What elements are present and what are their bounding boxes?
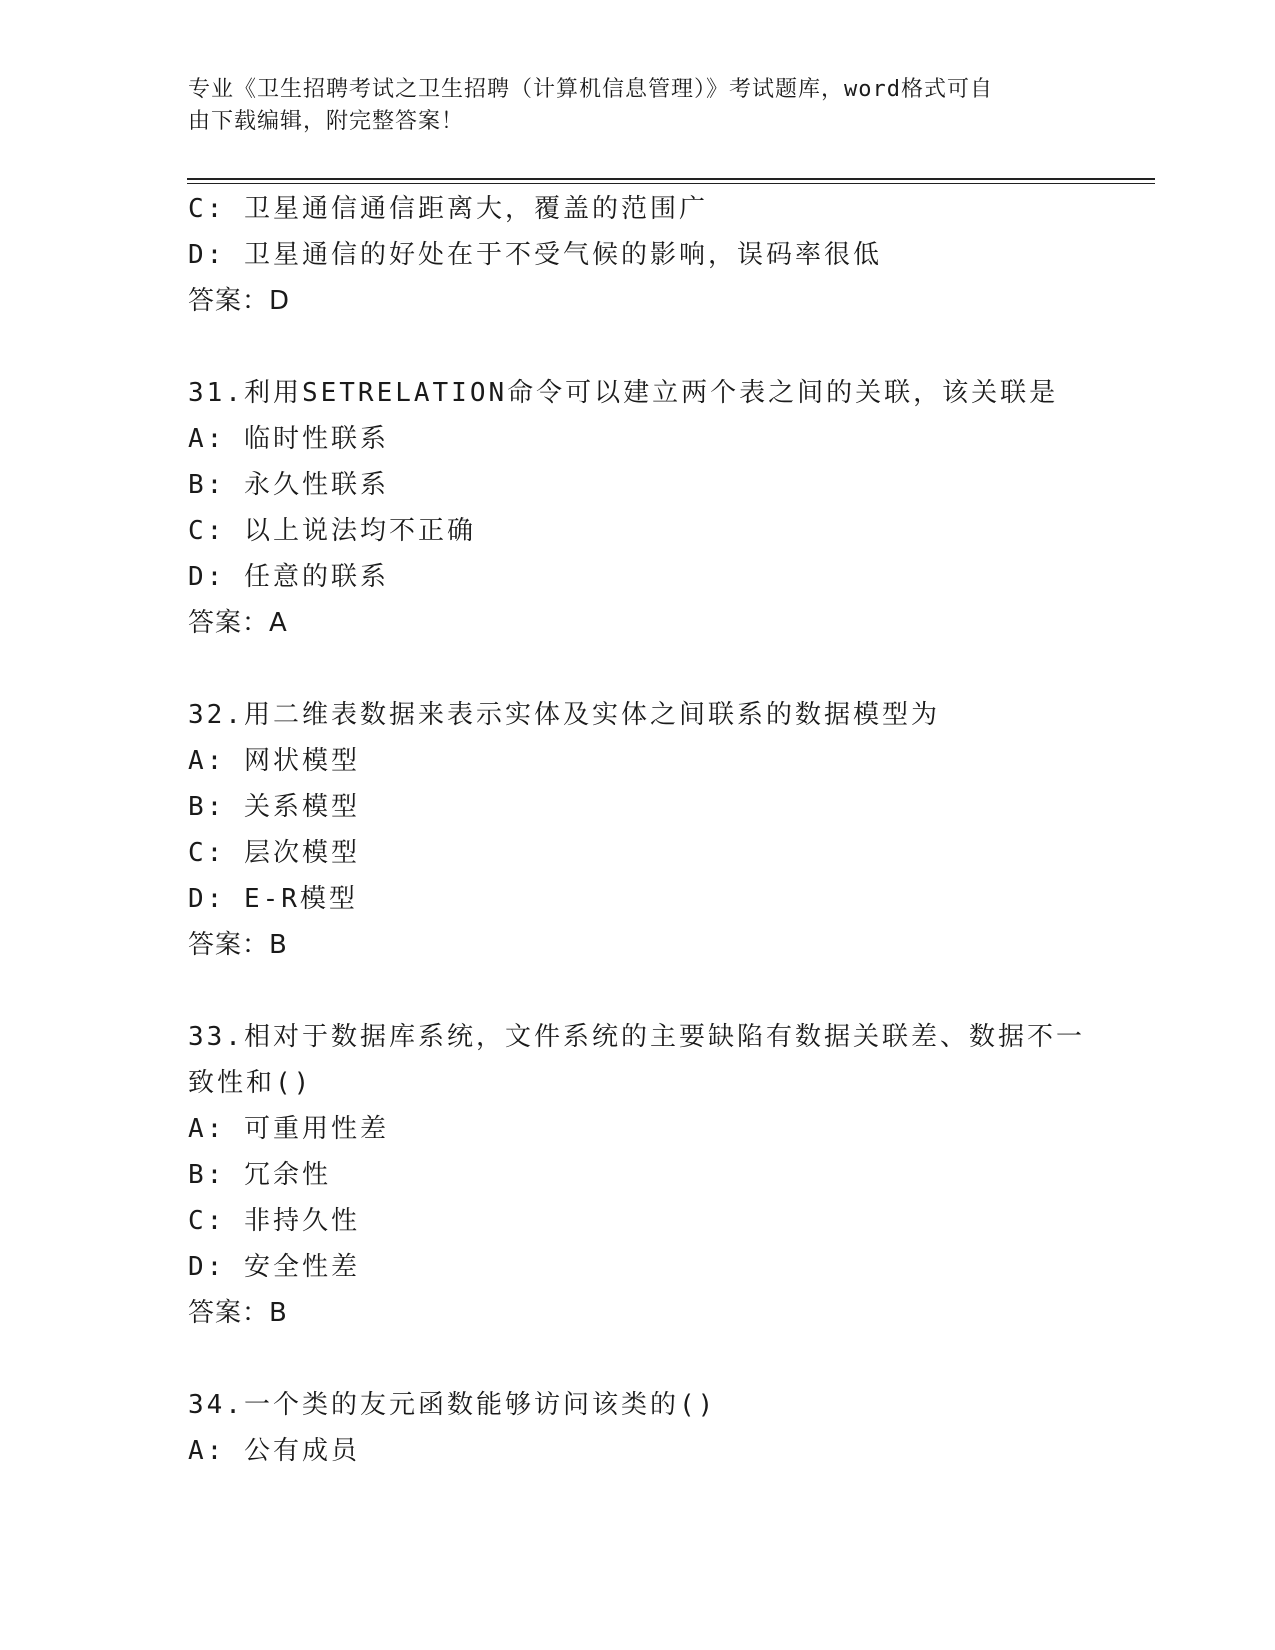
question-32 bbox=[188, 692, 1088, 968]
question-stem: 32.用二维表数据来表示实体及实体之间联系的数据模型为 bbox=[188, 700, 940, 730]
answer-line: 答案：B bbox=[188, 930, 288, 960]
option-a: A: 临时性联系 bbox=[188, 424, 389, 454]
option-b: B: 永久性联系 bbox=[188, 470, 389, 500]
header-line-1: 专业《卫生招聘考试之卫生招聘（计算机信息管理）》考试题库，word格式可自 bbox=[188, 77, 993, 102]
question-stem-line-2: 致性和() bbox=[188, 1068, 313, 1098]
option-d: D: 卫星通信的好处在于不受气候的影响，误码率很低 bbox=[188, 240, 882, 270]
option-a: A: 网状模型 bbox=[188, 746, 360, 776]
option-b: B: 关系模型 bbox=[188, 792, 360, 822]
document-header bbox=[188, 74, 1068, 138]
question-31 bbox=[188, 370, 1088, 646]
header-divider-thick bbox=[187, 178, 1155, 180]
spacer bbox=[188, 1336, 1088, 1382]
option-d: D: E-R模型 bbox=[188, 884, 358, 914]
option-a: A: 可重用性差 bbox=[188, 1114, 389, 1144]
question-34 bbox=[188, 1382, 1088, 1474]
question-stem: 34.一个类的友元函数能够访问该类的() bbox=[188, 1390, 717, 1420]
option-c: C: 卫星通信通信距离大，覆盖的范围广 bbox=[188, 194, 708, 224]
spacer bbox=[188, 324, 1088, 370]
answer-line: 答案：D bbox=[188, 286, 291, 316]
header-divider-thin bbox=[187, 183, 1155, 184]
option-c: C: 层次模型 bbox=[188, 838, 360, 868]
answer-line: 答案：A bbox=[188, 608, 288, 638]
option-c: C: 以上说法均不正确 bbox=[188, 516, 476, 546]
question-list bbox=[188, 186, 1088, 1474]
question-33 bbox=[188, 1014, 1088, 1336]
spacer bbox=[188, 646, 1088, 692]
header-line-2: 由下载编辑，附完整答案！ bbox=[188, 109, 465, 134]
question-stem: 31.利用SETRELATION命令可以建立两个表之间的关联，该关联是 bbox=[188, 378, 1059, 408]
answer-line: 答案：B bbox=[188, 1298, 288, 1328]
question-stem-line-1: 33.相对于数据库系统，文件系统的主要缺陷有数据关联差、数据不一 bbox=[188, 1022, 1085, 1052]
option-d: D: 任意的联系 bbox=[188, 562, 389, 592]
option-c: C: 非持久性 bbox=[188, 1206, 360, 1236]
question-30-tail bbox=[188, 186, 1088, 324]
option-a: A: 公有成员 bbox=[188, 1436, 360, 1466]
option-b: B: 冗余性 bbox=[188, 1160, 331, 1190]
option-d: D: 安全性差 bbox=[188, 1252, 360, 1282]
spacer bbox=[188, 968, 1088, 1014]
